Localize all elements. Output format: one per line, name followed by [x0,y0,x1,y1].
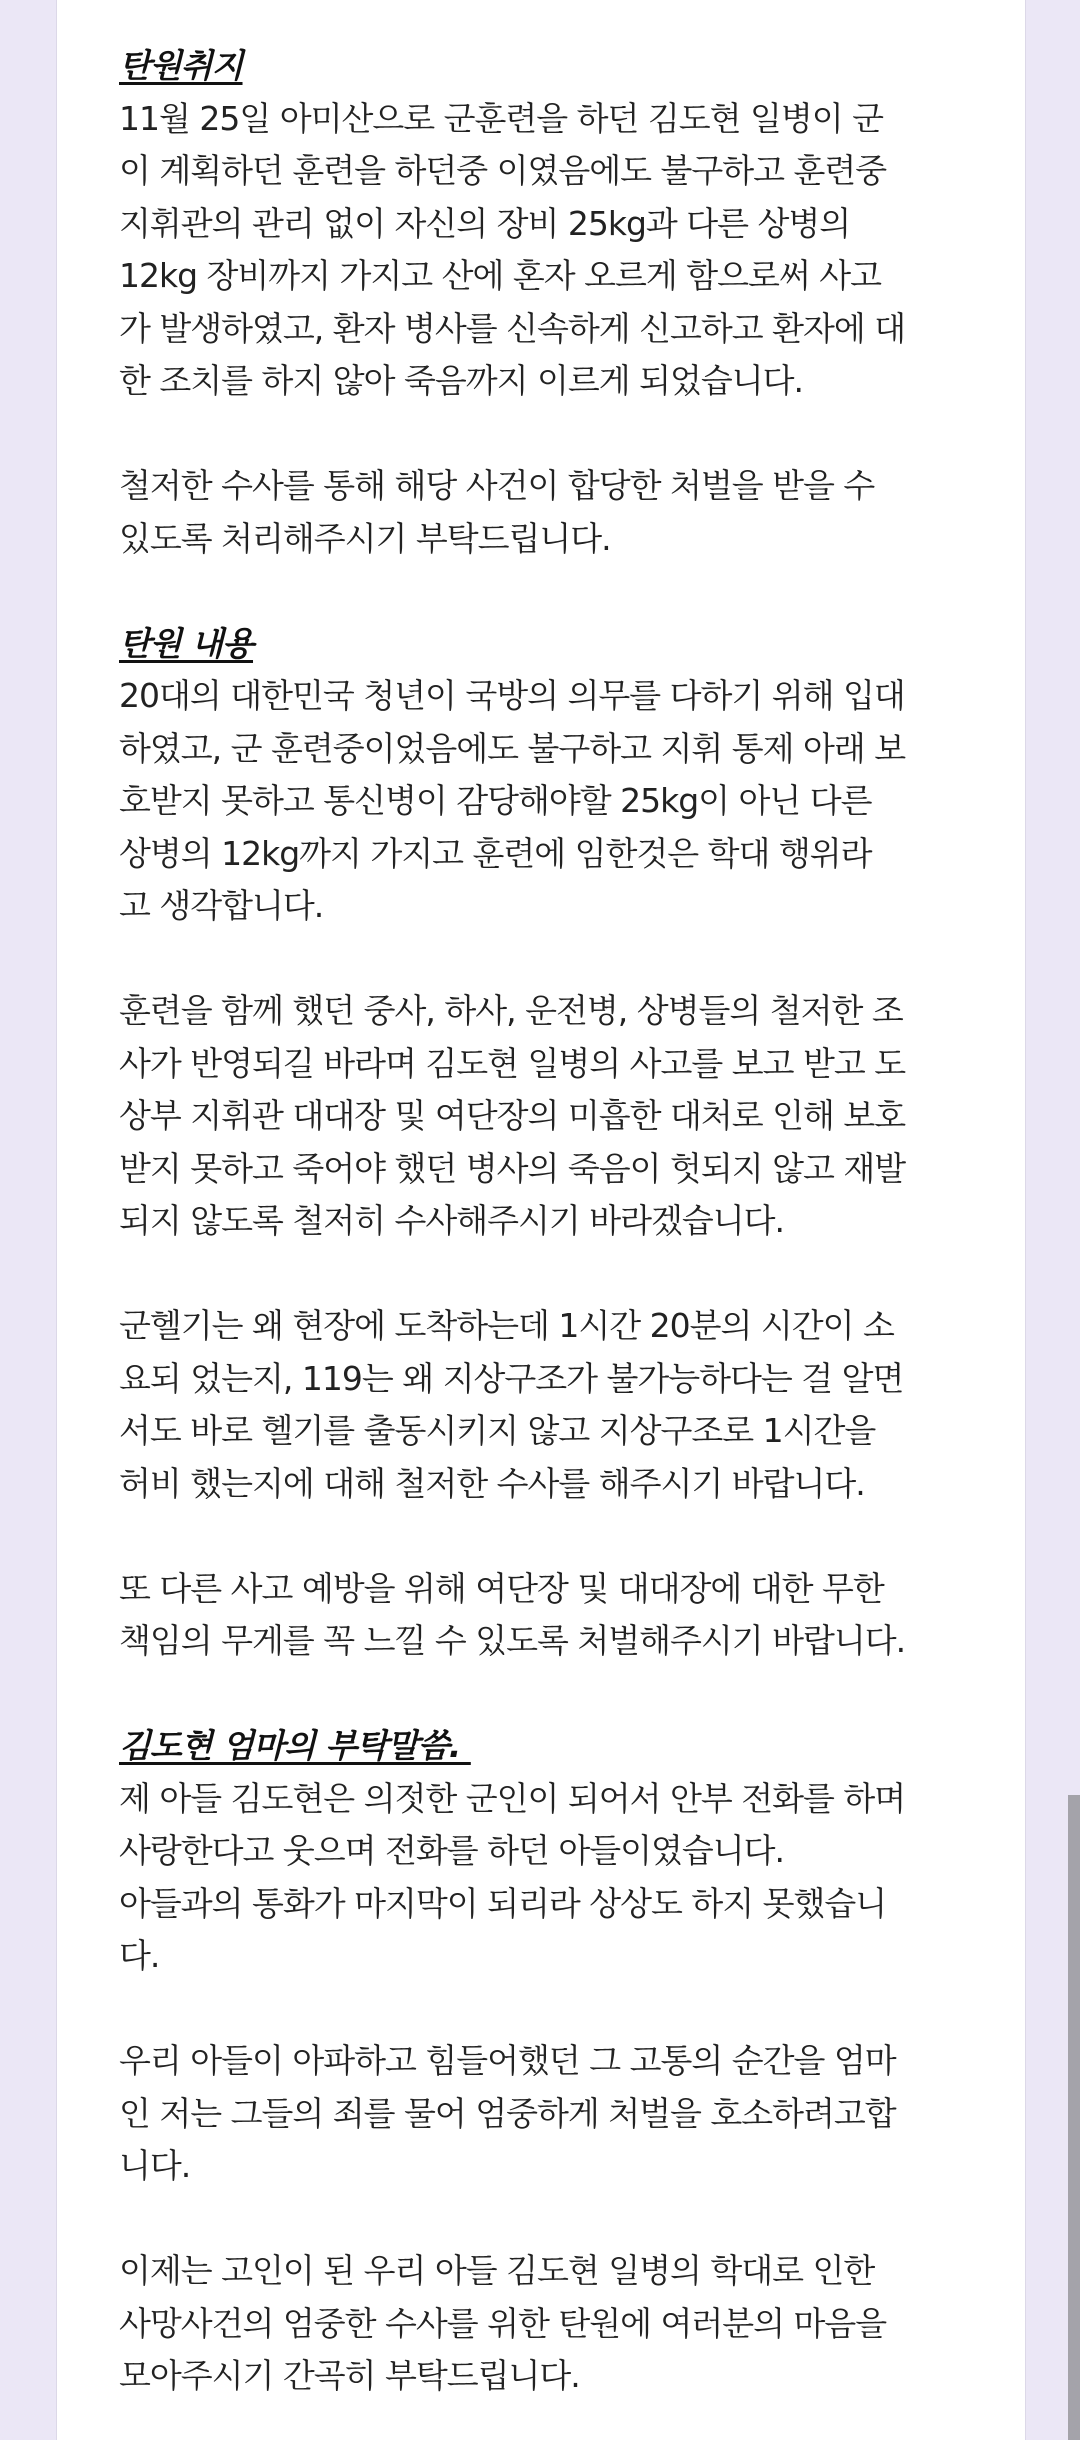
petition-text-line: 책임의 무게를 꼭 느낄 수 있도록 처벌해주시기 바랍니다. [119,1621,906,1660]
section-heading-purpose: 탄원취지 [119,46,243,85]
petition-text-line: 니다. [119,2146,191,2185]
petition-text-line: 또 다른 사고 예방을 위해 여단장 및 대대장에 대한 무한 [119,1568,884,1608]
paragraph-spacer [119,1510,1019,1563]
petition-text-line: 호받지 못하고 통신병이 감당해야할 25kg이 아닌 다른 [119,781,872,820]
petition-text-line: 있도록 처리해주시기 부탁드립니다. [119,518,611,558]
section-heading-content: 탄원 내용 [119,623,254,663]
petition-text-line: 사가 반영되길 바라며 김도현 일병의 사고를 보고 받고 도 [119,1043,906,1083]
petition-text-line: 상부 지휘관 대대장 및 여단장의 미흡한 대처로 인해 보호 [119,1096,906,1135]
petition-text-line: 가 발생하였고, 환자 병사를 신속하게 신고하고 환자에 대 [119,308,906,348]
section-heading-mother-request: 김도현 엄마의 부탁말씀. [119,1726,471,1765]
paragraph-spacer [119,1983,1019,2036]
petition-text-line: 제 아들 김도현은 의젓한 군인이 되어서 안부 전화를 하며 [119,1778,906,1818]
petition-card [56,0,1026,2440]
petition-text-line: 사망사건의 엄중한 수사를 위한 탄원에 여러분의 마음을 [119,2303,887,2343]
petition-text-line: 한 조치를 하지 않아 죽음까지 이르게 되었습니다. [119,361,803,400]
petition-text-line: 이제는 고인이 된 우리 아들 김도현 일병의 학대로 인한 [119,2251,875,2290]
paragraph-spacer [119,565,1019,618]
petition-text-line: 모아주시기 간곡히 부탁드립니다. [119,2356,580,2395]
petition-text-line: 되지 않도록 철저히 수사해주시기 바라겠습니다. [119,1201,785,1240]
petition-text-line: 서도 바로 헬기를 출동시키지 않고 지상구조로 1시간을 [119,1411,876,1450]
petition-text-line: 20대의 대한민국 청년이 국방의 의무를 다하기 위해 입대 [119,676,905,715]
petition-content [119,40,1019,2403]
paragraph-spacer [119,2193,1019,2246]
petition-text-line: 고 생각합니다. [119,886,324,925]
petition-text-line: 지휘관의 관리 없이 자신의 장비 25kg과 다른 상병의 [119,203,851,243]
vertical-scrollbar-thumb[interactable] [1068,1795,1080,2440]
petition-text-line: 12kg 장비까지 가지고 산에 혼자 오르게 함으로써 사고 [119,256,882,295]
petition-text-line: 군헬기는 왜 현장에 도착하는데 1시간 20분의 시간이 소 [119,1306,894,1345]
petition-text-line: 요되 었는지, 119는 왜 지상구조가 불가능하다는 걸 알면 [119,1358,904,1398]
petition-text-line: 하였고, 군 훈련중이었음에도 불구하고 지휘 통제 아래 보 [119,728,906,768]
petition-text-line: 받지 못하고 죽어야 했던 병사의 죽음이 헛되지 않고 재발 [119,1148,906,1188]
paragraph-spacer [119,408,1019,461]
petition-text-line: 11월 25일 아미산으로 군훈련을 하던 김도현 일병이 군 [119,98,883,138]
paragraph-spacer [119,933,1019,986]
petition-text-line: 철저한 수사를 통해 해당 사건이 합당한 처벌을 받을 수 [119,466,875,505]
paragraph-spacer [119,1668,1019,1721]
petition-text-line: 훈련을 함께 했던 중사, 하사, 운전병, 상병들의 철저한 조 [119,991,903,1030]
petition-text-line: 허비 했는지에 대해 철저한 수사를 해주시기 바랍니다. [119,1463,865,1503]
petition-text-line: 다. [119,1936,160,1975]
petition-text-line: 상병의 12kg까지 가지고 훈련에 임한것은 학대 행위라 [119,833,872,873]
paragraph-spacer [119,1248,1019,1301]
petition-text-line: 아들과의 통화가 마지막이 되리라 상상도 하지 못했습니 [119,1883,887,1923]
petition-text-line: 사랑한다고 웃으며 전화를 하던 아들이였습니다. [119,1831,785,1870]
petition-text-line: 우리 아들이 아파하고 힘들어했던 그 고통의 순간을 엄마 [119,2041,896,2080]
petition-text-line: 이 계획하던 훈련을 하던중 이였음에도 불구하고 훈련중 [119,151,887,190]
petition-text-line: 인 저는 그들의 죄를 물어 엄중하게 처벌을 호소하려고합 [119,2093,896,2133]
